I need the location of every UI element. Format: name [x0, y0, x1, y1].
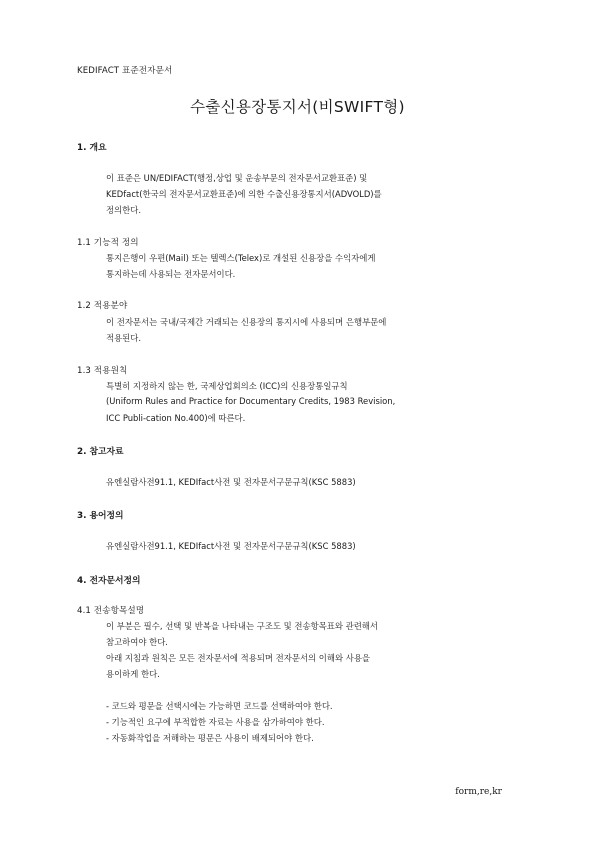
terms-line: 유엔실람사전91.1, KEDIfact사전 및 전자문서구문규칙(KSC 5883) [106, 541, 356, 551]
section-heading-terms: 3. 용어정의 [77, 511, 124, 521]
scope-line-1: 이 전자문서는 국내/국제간 거래되는 신용장의 통지시에 사용되며 은행부문에 [106, 317, 387, 327]
subsection-heading-principles: 1.3 적용원칙 [77, 366, 128, 376]
section-heading-overview: 1. 개요 [77, 143, 107, 153]
guideline-bullet-2: - 기능적인 요구에 부적합한 자료는 사용을 삼가하여야 한다. [106, 717, 325, 727]
page-title: 수출신용장통지서(비SWIFT형) [190, 98, 405, 116]
section-heading-references: 2. 참고자료 [77, 447, 124, 457]
principles-line-2: (Uniform Rules and Practice for Documentary Credits, 1983 Revision, [106, 396, 396, 406]
subsection-heading-transmission-items: 4.1 전송항목설명 [77, 606, 145, 616]
principles-line-1: 특별히 지정하지 않는 한, 국제상업회의소 (ICC)의 신용장통일규칙 [106, 381, 348, 391]
functional-definition-line-2: 통지하는데 사용되는 전자문서이다. [106, 269, 236, 279]
scope-line-2: 적용된다. [106, 333, 142, 343]
footer-source: form,re,kr [455, 787, 502, 797]
overview-line-3: 정의한다. [106, 205, 142, 215]
overview-line-2: KEDfact(한국의 전자문서교환표준)에 의한 수출신용장통지서(ADVOLD)를 [106, 189, 382, 199]
guideline-bullet-3: - 자동화작업을 저해하는 평문은 사용이 배제되어야 한다. [106, 733, 314, 743]
transmission-items-line-1: 이 부분은 필수, 선택 및 반복을 나타내는 구조도 및 전송항목표와 관련해서 [106, 621, 378, 631]
document-header: KEDIFACT 표준전자문서 [77, 66, 173, 76]
principles-line-3: ICC Publi-cation No.400)에 따른다. [106, 413, 246, 423]
transmission-items-line-3: 아래 지침과 원칙은 모든 전자문서에 적용되며 전자문서의 이해와 사용을 [106, 653, 371, 663]
guideline-bullet-1: - 코드와 평문을 선택시에는 가능하면 코드를 선택하여야 한다. [106, 701, 333, 711]
overview-line-1: 이 표준은 UN/EDIFACT(행정,상업 및 운송부문의 전자문서교환표준) 및 [106, 173, 368, 183]
transmission-items-line-2: 참고하여야 한다. [106, 637, 168, 647]
references-line: 유엔실람사전91.1, KEDIfact사전 및 전자문서구문규칙(KSC 5883) [106, 477, 356, 487]
subsection-heading-scope: 1.2 적용분야 [77, 301, 128, 311]
transmission-items-line-4: 용이하게 한다. [106, 669, 160, 679]
functional-definition-line-1: 통지은행이 우편(Mail) 또는 텔렉스(Telex)로 개설된 신용장을 수익자에게 [106, 253, 376, 263]
section-heading-edi-definition: 4. 전자문서정의 [77, 576, 141, 586]
subsection-heading-functional-definition: 1.1 기능적 정의 [77, 238, 139, 248]
